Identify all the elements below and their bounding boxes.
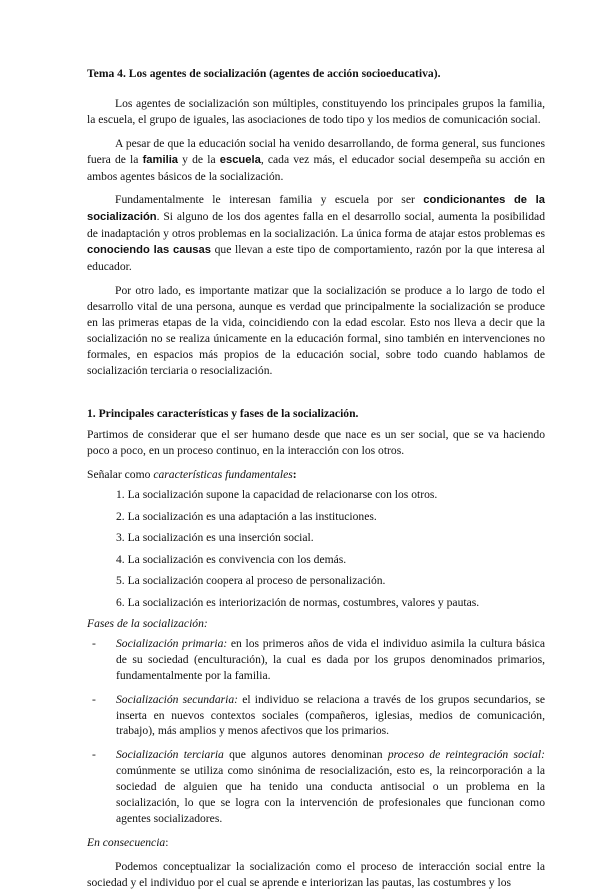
italic-consecuencia: En consecuencia [87,835,166,849]
italic-caracteristicas: características fundamentales [153,468,293,482]
phase-primary [87,636,545,684]
phase-tertiary [87,747,545,827]
phase-text: comúnmente se utiliza como sinónima de resocialización, esto es, la reincorporación a la sociedad de alguien que ha tenido una conducta antisocial o un problema en la socialización, lo que se logra con la intervención de profesionales que funcionan como agentes socializadores. [116,764,545,825]
phase-term: Socialización terciaria [116,748,224,762]
list-item: 1. La socialización supone la capacidad de relacionarse con los otros. [116,488,438,502]
paragraph-agents-text: Los agentes de socialización son múltiples, constituyendo los principales grupos la familia, la escuela, el grupo de iguales, las asociaciones de todo tipo y los medios de comunicación social. [87,96,545,126]
phases-label: Fases de la socialización: [87,617,208,631]
characteristics-label [87,467,545,483]
colon: : [165,835,169,849]
text-run: y de la [178,152,220,166]
paragraph-social-education [87,136,545,185]
dash-bullet: - [92,748,96,762]
section-intro: Partimos de considerar que el ser humano desde que nace es un ser social, que se va haciendo poco a poco, en un proceso continuo, en la interacción con los otros. [87,428,545,458]
consequence-label [87,835,545,851]
phases-list [87,636,545,827]
phase-secondary [87,692,545,740]
bold-condicionantes: condicionantes de la socialización [87,194,545,224]
paragraph-conditioners [87,192,545,275]
text-run: que llevan a este tipo de comportamiento, razón por la que interesa al educador. [87,243,545,274]
paragraph-lifelong [87,283,545,378]
colon: : [292,468,297,482]
paragraph-agents [87,96,545,128]
bold-familia: familia [142,153,179,166]
section-heading: 1. Principales características y fases de la socialización. [87,407,359,421]
paragraph-lifelong-text: Por otro lado, es importante matizar que la socialización se produce a lo largo de todo el desarrollo vital de una persona, aunque es verdad que principalmente la socialización se produce en las primeras etapas de la vida, coincidiendo con la edad escolar. Esto nos lleva a decir que la socialización no se realiza únicamente en la educación formal, sino también en intervenciones no formales, en espacios más propios de la educación social, sobre todo cuando hablamos de socialización terciaria o resocialización. [87,283,545,377]
text-run: Señalar como [87,468,154,482]
text-run: , cada vez más, el educador social desempeña su acción en ambos agentes básicos de la socialización. [87,152,546,183]
list-item: 2. La socialización es una adaptación a las instituciones. [116,509,377,523]
dash-bullet: - [92,692,96,706]
list-item: 4. La socialización es convivencia con los demás. [116,552,347,566]
text-run: . Si alguno de los dos agentes falla en el desarrollo social, aumenta la posibilidad de inadaptación y otros problemas en la socialización. La única forma de atajar estos problemas es [87,210,545,241]
phase-term: Socialización secundaria: [116,692,239,706]
paragraph-conceptualize: Podemos conceptualizar la socialización como el proceso de interacción social entre la sociedad y el individuo por el cual se aprende e interiorizan las pautas, las costumbres y los [87,859,545,889]
bold-conociendo-causas: conociendo las causas [87,244,211,257]
text-run: que algunos autores denominan [223,748,388,762]
phase-term: proceso de reintegración social: [387,748,546,762]
list-item: 3. La socialización es una inserción social. [116,531,314,545]
text-run: Fundamentalmente le interesan familia y escuela por ser [115,193,424,207]
characteristics-list [87,487,545,610]
text-run: A pesar de que la educación social ha venido desarrollando, de forma general, sus funciones fuera de la [87,136,545,166]
phase-term: Socialización primaria: [116,636,228,650]
list-item: 6. La socialización es interiorización de normas, costumbres, valores y pautas. [116,595,480,609]
document-title: Tema 4. Los agentes de socialización (agentes de acción socioeducativa). [87,67,441,80]
dash-bullet: - [92,636,96,650]
phase-text: el individuo se relaciona a través de los grupos secundarios, se inserta en nuevos contextos sociales (compañeros, iglesias, medios de comunicación, trabajo), más amplios y menos afectivos que los primarios. [116,692,546,738]
document-body [87,66,545,891]
phase-text: en los primeros años de vida el individuo asimila la cultura básica de su sociedad (enculturación), la cual es dada por los grupos denominados primarios, fundamentalmente por la familia. [116,636,545,682]
list-item: 5. La socialización coopera al proceso de personalización. [116,574,386,588]
bold-escuela: escuela [219,153,261,166]
